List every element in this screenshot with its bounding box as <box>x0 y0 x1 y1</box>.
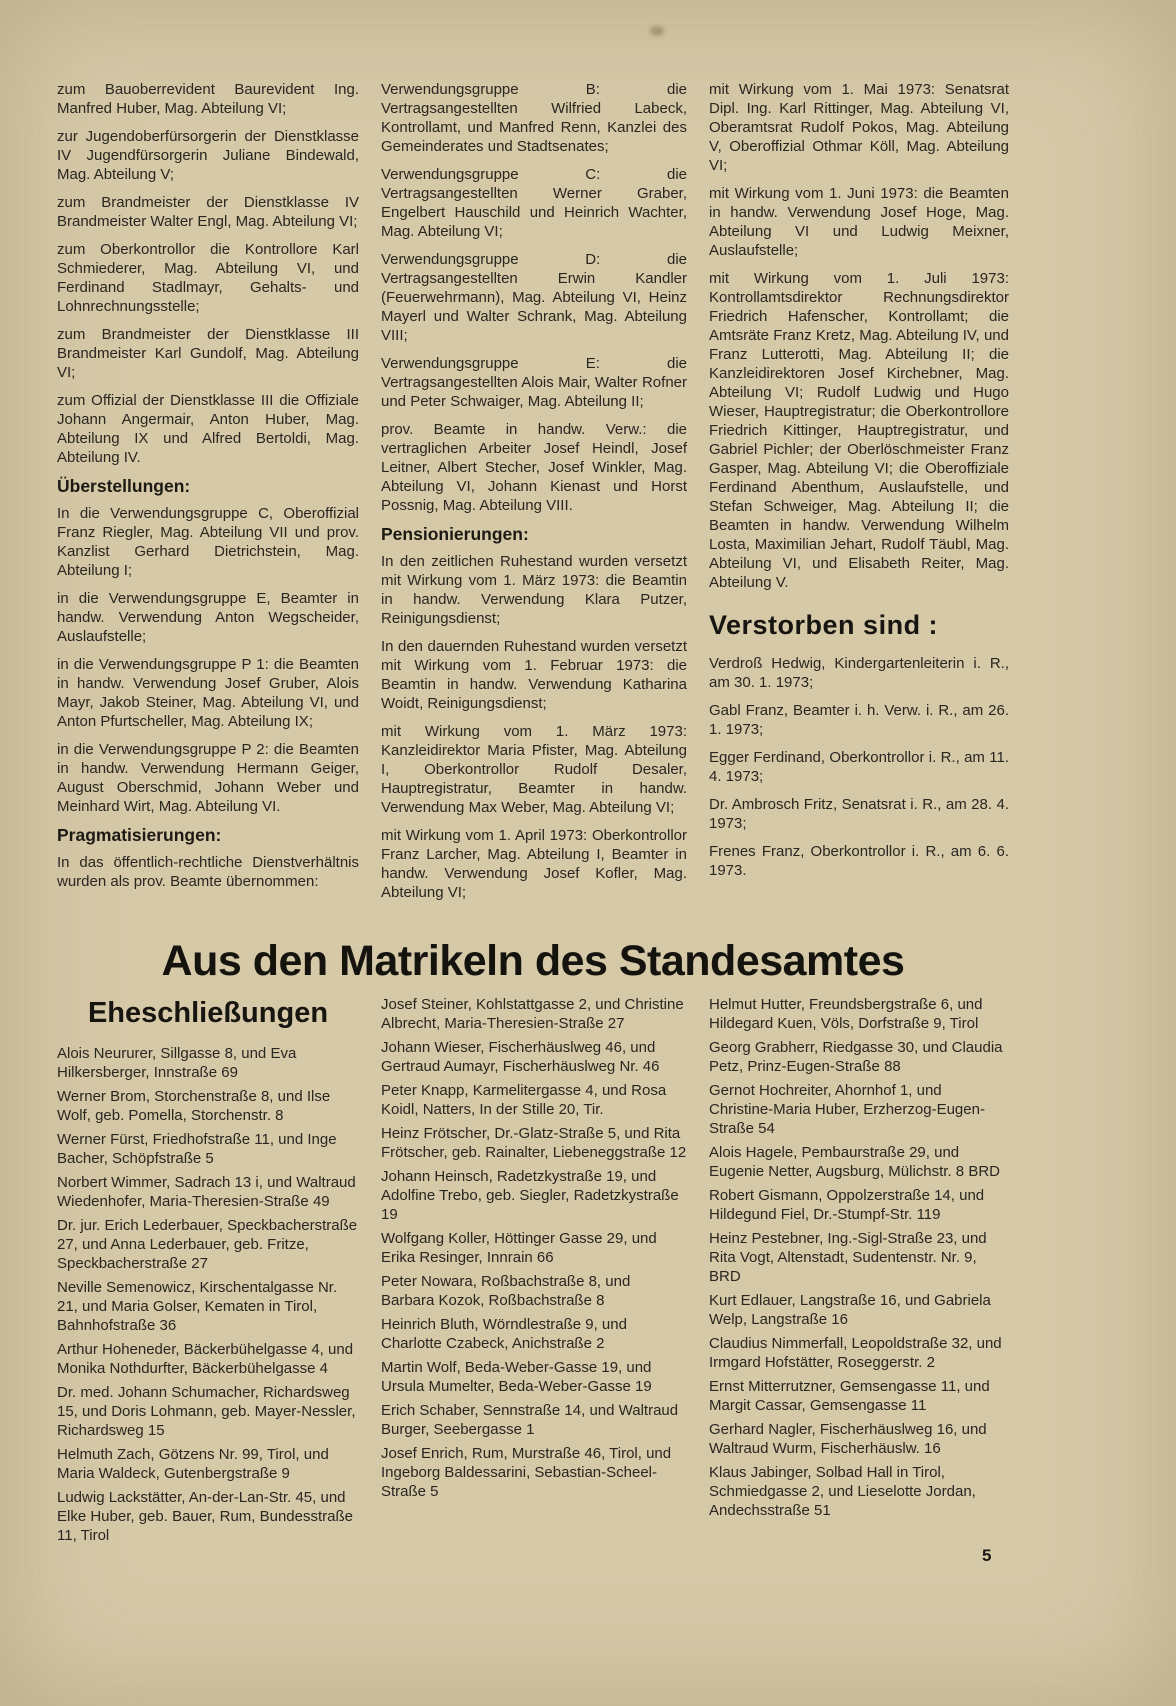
paragraph: Verwendungsgruppe B: die Vertragsangestellten Wilfried Labeck, Kontrollamt, und Manfred Renn, Kanzlei des Gemeinderates und Stadtsenates; <box>381 81 687 155</box>
major-heading: Verstorben sind : <box>709 610 939 640</box>
registry-entry: Claudius Nimmerfall, Leopoldstraße 32, und Irmgard Hofstätter, Roseggerstr. 2 <box>709 1335 1002 1371</box>
registry-entry: Josef Steiner, Kohlstattgasse 2, und Christine Albrecht, Maria-Theresien-Straße 27 <box>381 996 684 1032</box>
paragraph: mit Wirkung vom 1. April 1973: Oberkontrollor Franz Larcher, Mag. Abteilung I, Beamter in handw. Verwendung Josef Kofler, Mag. Abteilung VI; <box>381 827 687 901</box>
registry-entry: Alois Hagele, Pembaurstraße 29, und Eugenie Netter, Augsburg, Mülichstr. 8 BRD <box>709 1144 1000 1180</box>
registry-entry: Kurt Edlauer, Langstraße 16, und Gabriela Welp, Langstraße 16 <box>709 1292 991 1328</box>
paragraph: In den dauernden Ruhestand wurden versetzt mit Wirkung vom 1. Februar 1973: die Beamtin in handw. Verwendung Katharina Woidt, Reinigungsdienst; <box>381 638 687 712</box>
registry-entry: Gernot Hochreiter, Ahornhof 1, und Christine-Maria Huber, Erzherzog-Eugen-Straße 54 <box>709 1082 985 1137</box>
personnel-column-2 <box>381 80 687 911</box>
registry-column-1 <box>57 995 359 1550</box>
paragraph: Egger Ferdinand, Oberkontrollor i. R., am 11. 4. 1973; <box>709 749 1009 785</box>
personnel-section <box>57 80 1009 911</box>
registry-entry: Ludwig Lackstätter, An-der-Lan-Str. 45, und Elke Huber, geb. Bauer, Rum, Bundesstraße 11, Tirol <box>57 1489 353 1544</box>
paragraph: Verdroß Hedwig, Kindergartenleiterin i. R., am 30. 1. 1973; <box>709 655 1009 691</box>
registry-entry: Heinrich Bluth, Wörndlestraße 9, und Charlotte Czabeck, Anichstraße 2 <box>381 1316 627 1352</box>
paragraph: zum Oberkontrollor die Kontrollore Karl Schmiederer, Mag. Abteilung VI, und Ferdinand Stadlmayr, Gehalts- und Lohnrechnungsstelle; <box>57 241 359 315</box>
registry-entry: Helmuth Zach, Götzens Nr. 99, Tirol, und Maria Waldeck, Gutenbergstraße 9 <box>57 1446 329 1482</box>
registry-entry: Peter Nowara, Roßbachstraße 8, und Barbara Kozok, Roßbachstraße 8 <box>381 1273 631 1309</box>
paragraph: in die Verwendungsgruppe P 2: die Beamten in handw. Verwendung Hermann Geiger, August Oberschmid, Johann Weber und Meinhard Wirt, Mag. Abteilung VI. <box>57 741 359 815</box>
registry-entry: Peter Knapp, Karmelitergasse 4, und Rosa Koidl, Natters, In der Stille 20, Tir. <box>381 1082 667 1118</box>
registry-entry: Arthur Hoheneder, Bäckerbühelgasse 4, und Monika Nothdurfter, Bäckerbühelgasse 4 <box>57 1341 354 1377</box>
registry-entry: Alois Neururer, Sillgasse 8, und Eva Hilkersberger, Innstraße 69 <box>57 1045 297 1081</box>
paragraph: mit Wirkung vom 1. März 1973: Kanzleidirektor Maria Pfister, Mag. Abteilung I, Oberkontrollor Rudolf Desaler, Hauptregistratur, Beamter in handw. Verwendung Max Weber, Mag. Abteilung VI; <box>381 723 687 816</box>
registry-entry: Heinz Frötscher, Dr.-Glatz-Straße 5, und Rita Frötscher, geb. Rainalter, Liebeneggstraße 12 <box>381 1125 687 1161</box>
paragraph: Verwendungsgruppe C: die Vertragsangestellten Werner Graber, Engelbert Hauschild und Heinrich Wachter, Mag. Abteilung VI; <box>381 166 687 240</box>
major-heading: Eheschließungen <box>87 997 329 1029</box>
paragraph: in die Verwendungsgruppe P 1: die Beamten in handw. Verwendung Josef Gruber, Alois Mayr, Jakob Steiner, Mag. Abteilung VI, und Anton Pfurtscheller, Mag. Abteilung IX; <box>57 656 359 730</box>
registry-entry: Ernst Mitterrutzner, Gemsengasse 11, und Margit Cassar, Gemsengasse 11 <box>709 1378 990 1414</box>
section-heading: Pragmatisierungen: <box>57 825 222 845</box>
registry-entry: Klaus Jabinger, Solbad Hall in Tirol, Schmiedgasse 2, und Lieselotte Jordan, Andechsstraße 51 <box>709 1464 976 1519</box>
paragraph: zum Offizial der Dienstklasse III die Offiziale Johann Angermair, Anton Huber, Mag. Abteilung IX und Alfred Bertoldi, Mag. Abteilung IV. <box>57 392 359 466</box>
page-content <box>57 80 1009 1550</box>
registry-entry: Dr. med. Johann Schumacher, Richardsweg 15, und Doris Lohmann, geb. Mayer-Nessler, Richardsweg 15 <box>57 1384 356 1439</box>
registry-entry: Norbert Wimmer, Sadrach 13 i, und Waltraud Wiedenhofer, Maria-Theresien-Straße 49 <box>57 1174 356 1210</box>
registry-entry: Neville Semenowicz, Kirschentalgasse Nr. 21, und Maria Golser, Kematen in Tirol, Bahnhofstraße 36 <box>57 1279 338 1334</box>
registry-entry: Johann Heinsch, Radetzkystraße 19, und Adolfine Trebo, geb. Siegler, Radetzkystraße 19 <box>381 1168 679 1223</box>
registry-entry: Martin Wolf, Beda-Weber-Gasse 19, und Ursula Mumelter, Beda-Weber-Gasse 19 <box>381 1359 652 1395</box>
registry-entry: Wolfgang Koller, Höttinger Gasse 29, und Erika Resinger, Innrain 66 <box>381 1230 657 1266</box>
personnel-column-1 <box>57 80 359 900</box>
paragraph: Dr. Ambrosch Fritz, Senatsrat i. R., am 28. 4. 1973; <box>709 796 1009 832</box>
paragraph: zum Brandmeister der Dienstklasse III Brandmeister Karl Gundolf, Mag. Abteilung VI; <box>57 326 359 381</box>
registry-entry: Dr. jur. Erich Lederbauer, Speckbacherstraße 27, und Anna Lederbauer, geb. Fritze, Speckbacherstraße 27 <box>57 1217 358 1272</box>
paragraph: prov. Beamte in handw. Verw.: die vertraglichen Arbeiter Josef Heindl, Josef Leitner, Albert Stecher, Josef Winkler, Mag. Abteilung VI, Johann Kienast und Horst Possnig, Mag. Abteilung VIII. <box>381 421 687 514</box>
registry-entry: Helmut Hutter, Freundsbergstraße 6, und Hildegard Kuen, Völs, Dorfstraße 9, Tirol <box>709 996 983 1032</box>
paragraph: In die Verwendungsgruppe C, Oberoffizial Franz Riegler, Mag. Abteilung VII und prov. Kanzlist Gerhard Dietrichstein, Mag. Abteilung I; <box>57 505 359 579</box>
paragraph: zum Bauoberrevident Baurevident Ing. Manfred Huber, Mag. Abteilung VI; <box>57 81 359 117</box>
paragraph: mit Wirkung vom 1. Juni 1973: die Beamten in handw. Verwendung Josef Hoge, Mag. Abteilung VI und Ludwig Meixner, Auslaufstelle; <box>709 185 1009 259</box>
registry-entry: Robert Gismann, Oppolzerstraße 14, und Hildegund Fiel, Dr.-Stumpf-Str. 119 <box>709 1187 985 1223</box>
paragraph: In das öffentlich-rechtliche Dienstverhältnis wurden als prov. Beamte übernommen: <box>57 854 359 890</box>
registry-title: Aus den Matrikeln des Standesamtes <box>161 937 905 985</box>
paragraph: mit Wirkung vom 1. Juli 1973: Kontrollamtsdirektor Rechnungsdirektor Friedrich Hafenscher, Kontrollamt; die Amtsräte Franz Kretz, Mag. Abteilung IV, und Franz Lutterotti, Mag. Abteilung II; die Kanzleidirektoren Josef Kirchebner, Mag. Abteilung VI; Rudolf Ludwig und Hugo Wieser, Hauptregistratur; die Oberkontrollore Friedrich Kittinger, Hauptregistratur, und Gabriel Pichler; der Oberlöschmeister Franz Gasper, Mag. Abteilung VI; die Oberoffiziale Ferdinand Abenthum, Auslaufstelle, und Stefan Schweiger, Mag. Abteilung II; die Beamten in handw. Verwendung Wilhelm Losta, Maximilian Jehart, Rudolf Täubl, Mag. Abteilung VI, und Elisabeth Reiter, Mag. Abteilung V. <box>709 270 1009 591</box>
section-heading: Pensionierungen: <box>381 524 529 544</box>
paragraph: Verwendungsgruppe E: die Vertragsangestellten Alois Mair, Walter Rofner und Peter Schwaiger, Mag. Abteilung II; <box>381 355 687 410</box>
section-heading: Überstellungen: <box>57 476 191 496</box>
paragraph: mit Wirkung vom 1. Mai 1973: Senatsrat Dipl. Ing. Karl Rittinger, Mag. Abteilung VI, Oberamtsrat Rudolf Pokos, Mag. Abteilung V, Oberoffizial Othmar Köll, Mag. Abteilung VI; <box>709 81 1009 174</box>
registry-entry: Josef Enrich, Rum, Murstraße 46, Tirol, und Ingeborg Baldessarini, Sebastian-Scheel-Straße 5 <box>381 1445 672 1500</box>
registry-entry: Werner Brom, Storchenstraße 8, und Ilse Wolf, geb. Pomella, Storchenstr. 8 <box>57 1088 331 1124</box>
paragraph: zum Brandmeister der Dienstklasse IV Brandmeister Walter Engl, Mag. Abteilung VI; <box>57 194 359 230</box>
paragraph: zur Jugendoberfürsorgerin der Dienstklasse IV Jugendfürsorgerin Juliane Bindewald, Mag. Abteilung V; <box>57 128 359 183</box>
registry-entry: Erich Schaber, Sennstraße 14, und Waltraud Burger, Seebergasse 1 <box>381 1402 679 1438</box>
paragraph: Verwendungsgruppe D: die Vertragsangestellten Erwin Kandler (Feuerwehrmann), Mag. Abteilung VI, Heinz Mayerl und Walter Schrank, Mag. Abteilung VIII; <box>381 251 687 344</box>
paragraph: Gabl Franz, Beamter i. h. Verw. i. R., am 26. 1. 1973; <box>709 702 1009 738</box>
registry-column-2 <box>381 995 687 1506</box>
personnel-column-3 <box>709 80 1009 889</box>
page-number: 5 <box>982 1546 992 1565</box>
paragraph: in die Verwendungsgruppe E, Beamter in handw. Verwendung Anton Wegscheider, Auslaufstelle; <box>57 590 359 645</box>
registry-entry: Johann Wieser, Fischerhäuslweg 46, und Gertraud Aumayr, Fischerhäuslweg Nr. 46 <box>381 1039 660 1075</box>
registry-entry: Gerhard Nagler, Fischerhäuslweg 16, und Waltraud Wurm, Fischerhäuslw. 16 <box>709 1421 987 1457</box>
paragraph: Frenes Franz, Oberkontrollor i. R., am 6. 6. 1973. <box>709 843 1009 879</box>
registry-entry: Georg Grabherr, Riedgasse 30, und Claudia Petz, Prinz-Eugen-Straße 88 <box>709 1039 1003 1075</box>
registry-column-3 <box>709 995 1009 1525</box>
scan-artifact <box>650 26 664 36</box>
registry-entry: Heinz Pestebner, Ing.-Sigl-Straße 23, und Rita Vogt, Altenstadt, Sudentenstr. Nr. 9, BRD <box>709 1230 987 1285</box>
registry-entry: Werner Fürst, Friedhofstraße 11, und Inge Bacher, Schöpfstraße 5 <box>57 1131 337 1167</box>
paragraph: In den zeitlichen Ruhestand wurden versetzt mit Wirkung vom 1. März 1973: die Beamtin in handw. Verwendung Klara Putzer, Reinigungsdienst; <box>381 553 687 627</box>
registry-section <box>57 995 1009 1550</box>
